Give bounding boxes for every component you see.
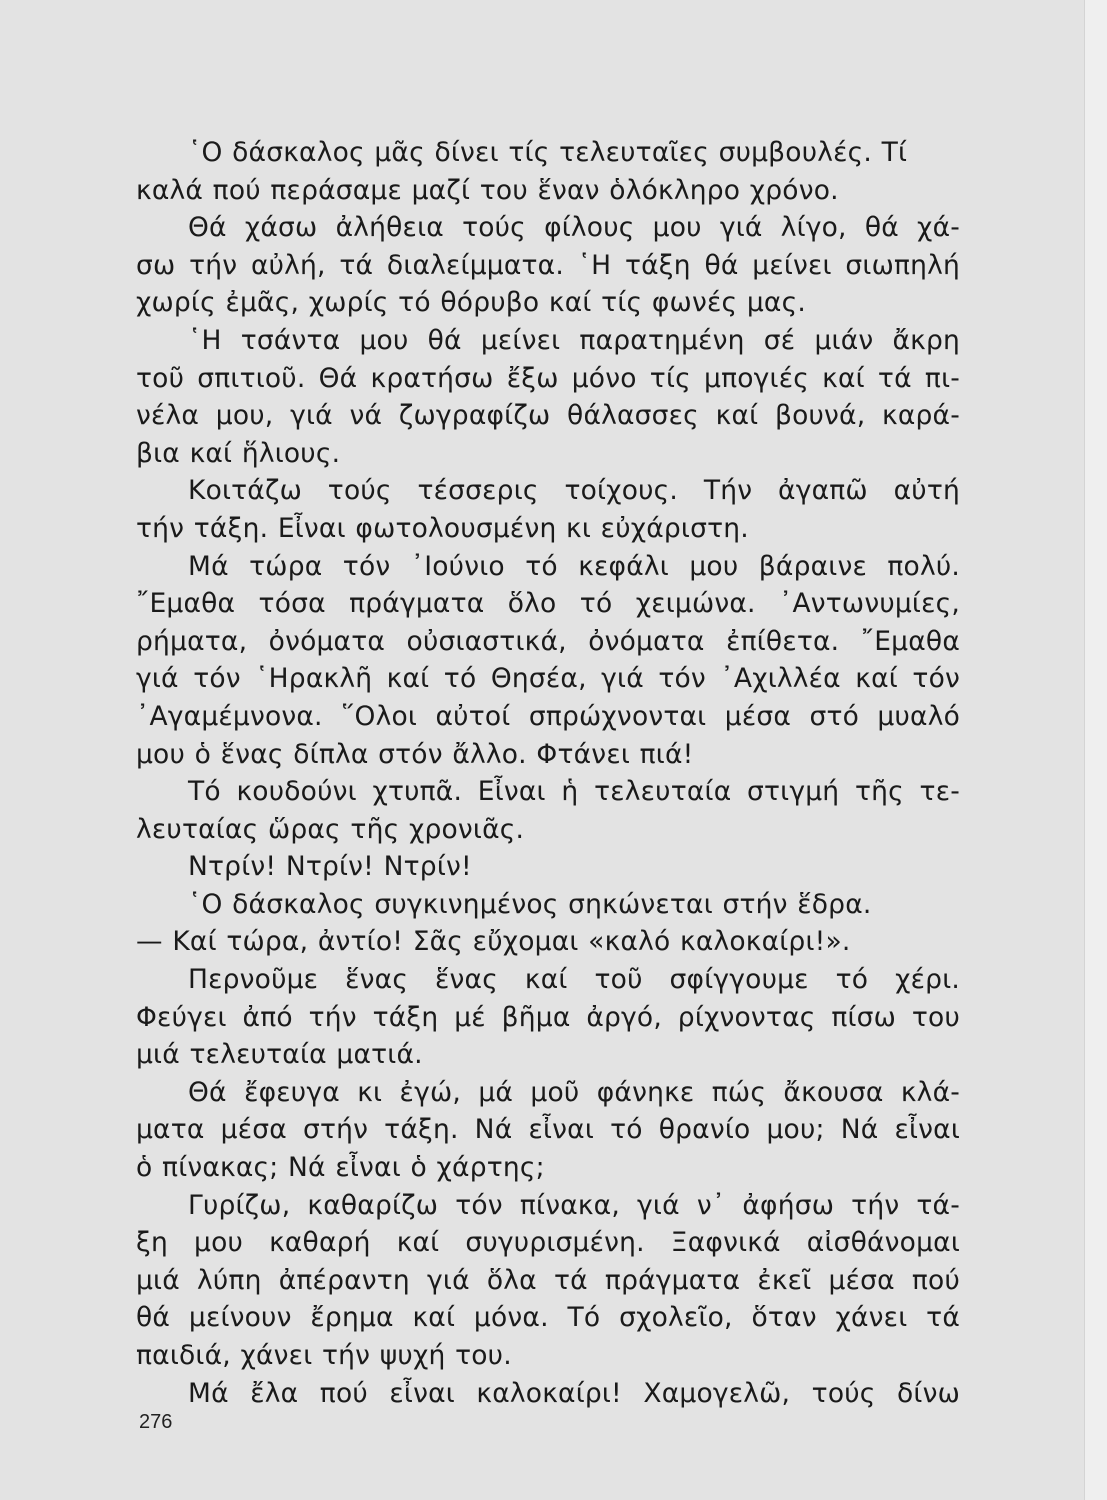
text-line: ῾Ο δάσκαλος μᾶς δίνει τίς τελευταῖες συμβουλές. Τί — [188, 137, 908, 168]
text-line: νέλα μου, γιά νά ζωγραφίζω θάλασσες καί βουνά, καρά- — [136, 400, 960, 432]
text-line: ὁ πίνακας; Νά εἶναι ὁ χάρτης; — [136, 1152, 545, 1184]
text-line: Μά ἔλα πού εἶναι καλοκαίρι! Χαμογελῶ, τούς δίνω — [188, 1377, 960, 1409]
text-line: βια καί ἥλιους. — [136, 437, 341, 469]
text-line: Ντρίν! Ντρίν! Ντρίν! — [188, 851, 472, 883]
text-line: Μά τώρα τόν ᾿Ιούνιο τό κεφάλι μου βάραινε πολύ. — [188, 550, 960, 582]
text-line: Περνοῦμε ἕνας ἕνας καί τοῦ σφίγγουμε τό χέρι. — [188, 964, 960, 996]
text-line: ῎Εμαθα τόσα πράγματα ὅλο τό χειμώνα. ᾿Αντωνυμίες, — [136, 588, 960, 620]
text-line: μιά λύπη ἀπέραντη γιά ὅλα τά πράγματα ἐκεῖ μέσα πού — [136, 1264, 960, 1296]
text-line: Θά ἔφευγα κι ἐγώ, μά μοῦ φάνηκε πώς ἄκουσα κλά- — [188, 1076, 960, 1108]
text-line: παιδιά, χάνει τήν ψυχή του. — [136, 1340, 512, 1371]
text-line: Κοιτάζω τούς τέσσερις τοίχους. Τήν ἀγαπῶ αὐτή — [188, 475, 960, 507]
text-line: τοῦ σπιτιοῦ. Θά κρατήσω ἔξω μόνο τίς μπογιές καί τά πι- — [136, 362, 960, 394]
text-line: λευταίας ὥρας τῆς χρονιᾶς. — [136, 813, 525, 845]
body-text — [136, 134, 960, 1412]
text-line: ξη μου καθαρή καί συγυρισμένη. Ξαφνικά αἰσθάνομαι — [136, 1227, 960, 1259]
text-line: θά μείνουν ἔρημα καί μόνα. Τό σχολεῖο, ὅταν χάνει τά — [136, 1302, 960, 1334]
text-line: τήν τάξη. Εἶναι φωτολουσμένη κι εὐχάριστη. — [136, 512, 749, 544]
text-line: μου ὁ ἕνας δίπλα στόν ἄλλο. Φτάνει πιά! — [136, 738, 694, 770]
text-line: Φεύγει ἀπό τήν τάξη μέ βῆμα ἀργό, ρίχνοντας πίσω του — [136, 1001, 960, 1033]
text-line: χωρίς ἐμᾶς, χωρίς τό θόρυβο καί τίς φωνές μας. — [136, 287, 806, 319]
text-line: — Καί τώρα, ἀντίο! Σᾶς εὔχομαι «καλό καλοκαίρι!». — [136, 926, 851, 958]
text-line: καλά πού περάσαμε μαζί του ἕναν ὁλόκληρο χρόνο. — [136, 174, 839, 206]
text-line: ᾿Αγαμέμνονα. ῞Ολοι αὐτοί σπρώχνονται μέσα στό μυαλό — [136, 700, 960, 732]
text-line: ῾Ο δάσκαλος συγκινημένος σηκώνεται στήν ἕδρα. — [188, 888, 872, 920]
text-line: Γυρίζω, καθαρίζω τόν πίνακα, γιά ν᾿ ἀφήσω τήν τά- — [188, 1189, 960, 1221]
text-line: Θά χάσω ἀλήθεια τούς φίλους μου γιά λίγο, θά χά- — [188, 212, 960, 244]
text-line: Τό κουδούνι χτυπᾶ. Εἶναι ἡ τελευταία στιγμή τῆς τε- — [188, 776, 960, 808]
page-edge — [1084, 0, 1107, 1500]
text-line: μιά τελευταία ματιά. — [136, 1039, 423, 1071]
text-line: ῾Η τσάντα μου θά μείνει παρατημένη σέ μιάν ἄκρη — [188, 324, 960, 356]
text-line: ρήματα, ὀνόματα οὐσιαστικά, ὀνόματα ἐπίθετα. ῎Εμαθα — [136, 625, 960, 657]
text-line: ματα μέσα στήν τάξη. Νά εἶναι τό θρανίο μου; Νά εἶναι — [136, 1114, 960, 1146]
text-line: γιά τόν ῾Ηρακλῆ καί τό Θησέα, γιά τόν ᾿Αχιλλέα καί τόν — [136, 663, 960, 695]
text-line: σω τήν αὐλή, τά διαλείμματα. ῾Η τάξη θά μείνει σιωπηλή — [136, 249, 960, 281]
page-number: 276 — [139, 1411, 173, 1433]
